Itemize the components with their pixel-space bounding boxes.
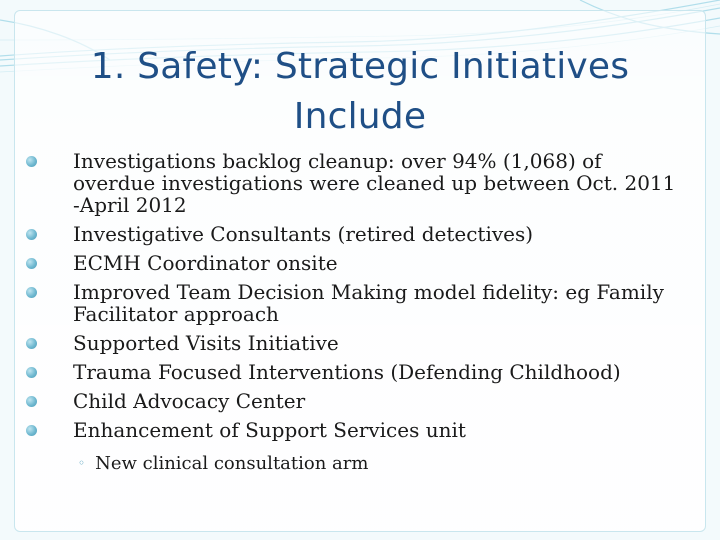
bullet-item [24, 252, 684, 274]
sub-bullet [78, 453, 368, 476]
bullet-text: Enhancement of Support Services unit [73, 418, 466, 442]
bullet-text: ECMH Coordinator onsite [73, 251, 338, 275]
bullet-text: Supported Visits Initiative [73, 331, 339, 355]
bullet-dot-icon [26, 338, 37, 349]
bullet-dot-icon [26, 367, 37, 378]
slide-title [40, 42, 680, 142]
bullet-item [24, 150, 684, 216]
bullet-dot-icon [26, 287, 37, 298]
bullet-dot-icon [26, 396, 37, 407]
bullet-item [24, 332, 684, 354]
bullet-text: Child Advocacy Center [73, 389, 306, 413]
bullet-dot-icon [26, 229, 37, 240]
bullet-text: Improved Team Decision Making model fidelity: eg Family Facilitator approach [73, 280, 664, 326]
hollow-circle-icon: ◦ [78, 456, 86, 470]
bullet-dot-icon [26, 258, 37, 269]
bullet-item [24, 390, 684, 412]
bullet-item [24, 419, 684, 441]
bullet-item [24, 281, 684, 325]
title-line-2: Include [293, 96, 427, 137]
bullet-dot-icon [26, 425, 37, 436]
bullet-list [24, 150, 684, 448]
bullet-item [24, 223, 684, 245]
bullet-dot-icon [26, 156, 37, 167]
bullet-text: Investigative Consultants (retired detectives) [73, 222, 534, 246]
bullet-item [24, 361, 684, 383]
bullet-text: Trauma Focused Interventions (Defending Childhood) [73, 360, 621, 384]
bullet-text: Investigations backlog cleanup: over 94% (1,068) of overdue investigations were cleaned up between Oct. 2011 -April 2012 [73, 149, 676, 217]
sub-bullet-text: New clinical consultation arm [95, 453, 369, 474]
title-line-1: 1. Safety: Strategic Initiatives [90, 46, 630, 87]
